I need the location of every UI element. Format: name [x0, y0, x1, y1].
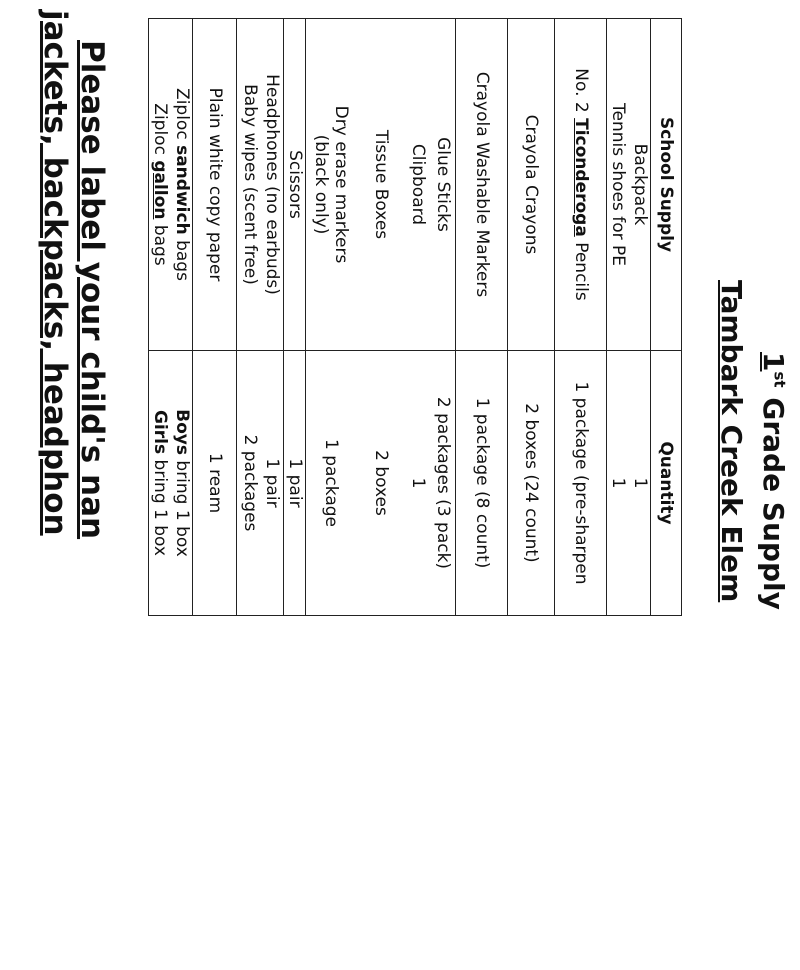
supply-item: Clipboard	[406, 19, 430, 351]
supply-item	[149, 19, 171, 351]
group-emphasis: Girls	[150, 410, 171, 455]
item-text: Ziploc	[150, 103, 171, 161]
item-text: (black only)	[311, 134, 332, 235]
size-emphasis: sandwich	[171, 145, 192, 235]
supply-item: Crayola Crayons	[508, 19, 554, 351]
size-emphasis: gallon	[150, 160, 171, 220]
supply-quantity: 1 package (8 count)	[456, 351, 508, 616]
grade-number: 1	[757, 352, 790, 372]
table-row	[456, 19, 508, 616]
supply-item	[554, 19, 606, 351]
table-row	[508, 19, 554, 616]
table-row	[149, 19, 171, 616]
item-text: No. 2	[570, 68, 591, 119]
school-name: Tambark Creek Elem	[715, 280, 748, 603]
supply-quantity: 2 packages (3 pack)	[430, 351, 456, 616]
item-text: bags	[150, 219, 171, 266]
header-school-supply: School Supply	[650, 19, 681, 351]
item-text: Ziploc	[171, 88, 192, 146]
page-title	[757, 0, 790, 970]
table-row	[283, 19, 305, 616]
table-header-row	[650, 19, 681, 616]
supply-quantity	[149, 351, 171, 616]
table-row	[355, 19, 405, 616]
header-quantity: Quantity	[650, 351, 681, 616]
supply-item	[171, 19, 193, 351]
supply-item: Baby wipes (scent free)	[237, 19, 261, 351]
table-row	[171, 19, 193, 616]
supply-quantity: 1 package	[305, 351, 355, 616]
table-row	[628, 19, 650, 616]
table-row	[237, 19, 261, 616]
supply-quantity: 2 boxes (24 count)	[508, 351, 554, 616]
supply-item: Backpack	[628, 19, 650, 351]
item-text: Dry erase markers	[330, 105, 351, 264]
table-row	[305, 19, 355, 616]
supply-quantity: 1 ream	[193, 351, 237, 616]
supply-quantity: 1	[406, 351, 430, 616]
supply-item: Headphones (no earbuds)	[261, 19, 283, 351]
supply-item: Plain white copy paper	[193, 19, 237, 351]
supply-table	[148, 18, 682, 616]
supply-item: Scissors	[283, 19, 305, 351]
item-text: bags	[171, 234, 192, 281]
note-line-2: jackets, backpacks, headphon	[36, 10, 73, 536]
item-text: Pencils	[570, 236, 591, 301]
table-row	[430, 19, 456, 616]
note-line-1: Please label your child's nan	[74, 40, 110, 540]
grade-suffix: st	[770, 371, 789, 388]
supply-quantity: 1	[606, 351, 628, 616]
brand-emphasis: Ticonderoga	[570, 118, 591, 237]
supply-item: Crayola Washable Markers	[456, 19, 508, 351]
supply-item: Tennis shoes for PE	[606, 19, 628, 351]
supply-item	[305, 19, 355, 351]
table-row	[406, 19, 430, 616]
supply-quantity: 1 pair	[261, 351, 283, 616]
supply-quantity: 2 packages	[237, 351, 261, 616]
table-row	[554, 19, 606, 616]
supply-quantity: 1 pair	[283, 351, 305, 616]
table-row	[606, 19, 628, 616]
table-row	[261, 19, 283, 616]
supply-quantity: 1	[628, 351, 650, 616]
supply-quantity: 1 package (pre-sharpen	[554, 351, 606, 616]
supply-item: Tissue Boxes	[355, 19, 405, 351]
supply-quantity: 2 boxes	[355, 351, 405, 616]
group-emphasis: Boys	[171, 409, 192, 455]
quantity-text: bring 1 box	[171, 455, 192, 557]
table-row	[193, 19, 237, 616]
supply-item: Glue Sticks	[430, 19, 456, 351]
label-reminder-note	[36, 0, 110, 618]
supply-quantity	[171, 351, 193, 616]
title-text: Grade Supply	[757, 397, 790, 610]
quantity-text: bring 1 box	[150, 454, 171, 556]
